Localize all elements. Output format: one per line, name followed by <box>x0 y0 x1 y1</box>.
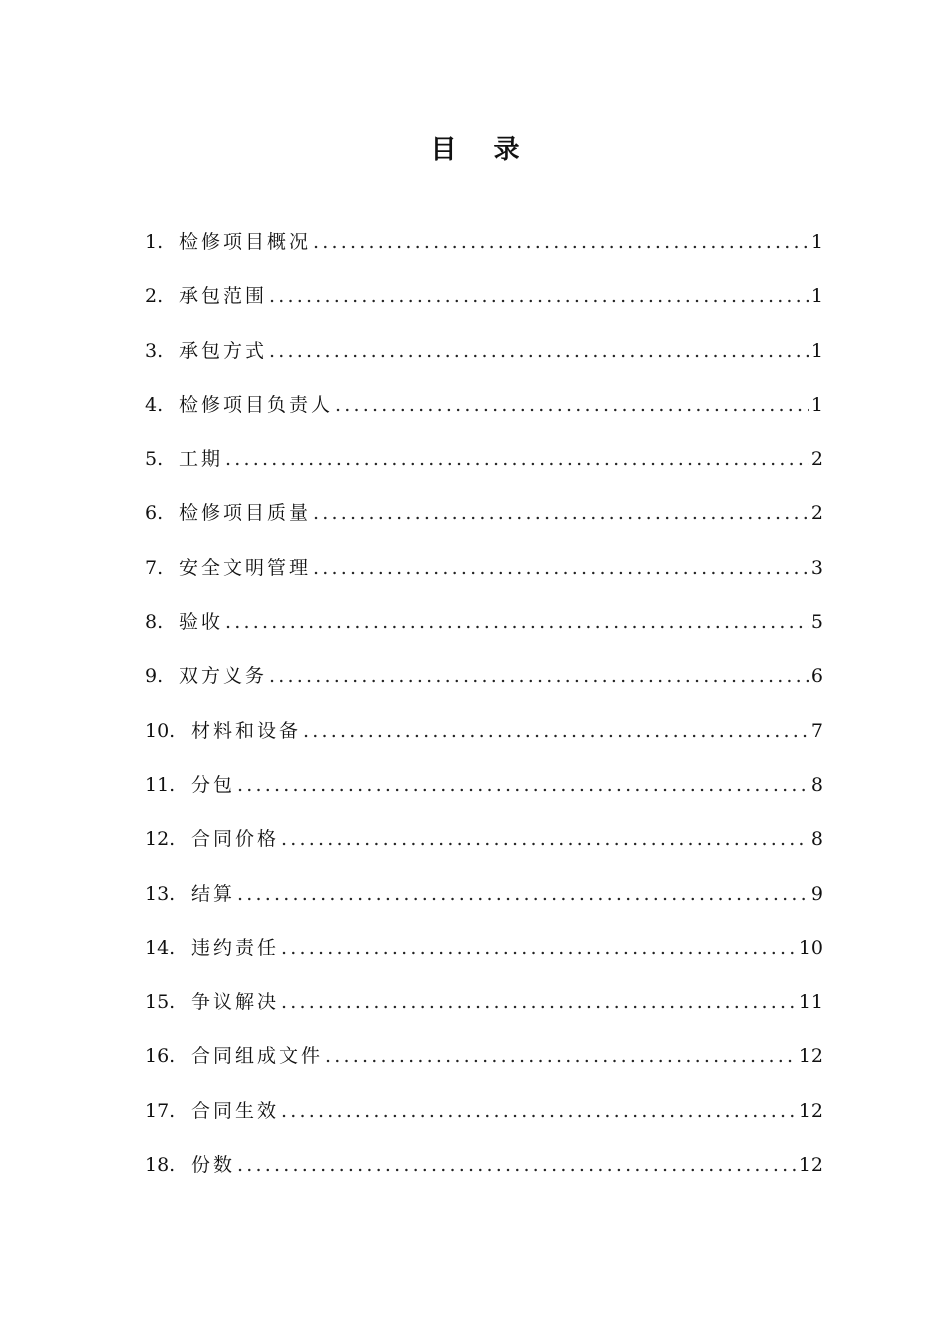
toc-entry-title: 工期 <box>179 448 224 471</box>
toc-dot-leader <box>313 493 809 533</box>
toc-entry-number: 7. <box>145 556 164 579</box>
toc-dot-leader <box>313 222 809 262</box>
toc-entry[interactable] <box>145 1091 823 1145</box>
toc-dot-leader <box>281 1091 797 1131</box>
toc-entry-title: 份数 <box>191 1154 236 1177</box>
toc-entry-page: 12 <box>798 1154 823 1177</box>
toc-entry-page: 1 <box>810 339 823 362</box>
toc-entry-number: 11. <box>145 773 176 796</box>
toc-entry-number: 2. <box>145 285 164 308</box>
toc-entry-title: 合同组成文件 <box>191 1045 324 1068</box>
toc-entry-number: 13. <box>145 882 176 905</box>
toc-dot-leader <box>281 819 809 859</box>
toc-entry-number: 4. <box>145 393 164 416</box>
toc-entry[interactable] <box>145 982 823 1036</box>
toc-entry-page: 8 <box>810 773 823 796</box>
toc-dot-leader <box>335 385 809 425</box>
toc-entry-title: 检修项目负责人 <box>179 393 334 416</box>
toc-entry[interactable] <box>145 711 823 765</box>
toc-entry-number: 3. <box>145 339 164 362</box>
toc-entry-title: 违约责任 <box>191 936 280 959</box>
toc-dot-leader <box>325 1036 797 1076</box>
toc-dot-leader <box>225 439 809 479</box>
toc-entry-number: 5. <box>145 448 164 471</box>
toc-entry-number: 17. <box>145 1099 176 1122</box>
toc-dot-leader <box>269 331 809 371</box>
toc-entry-page: 6 <box>810 665 823 688</box>
toc-entry-number: 12. <box>145 828 176 851</box>
toc-entry[interactable] <box>145 765 823 819</box>
toc-entry-number: 8. <box>145 611 164 634</box>
toc-entry-page: 3 <box>810 556 823 579</box>
toc-entry[interactable] <box>145 928 823 982</box>
toc-entry-title: 双方义务 <box>179 665 268 688</box>
toc-list <box>145 222 823 1199</box>
toc-entry[interactable] <box>145 602 823 656</box>
toc-dot-leader <box>237 765 809 805</box>
toc-dot-leader <box>313 548 809 588</box>
toc-entry-title: 合同生效 <box>191 1099 280 1122</box>
toc-dot-leader <box>269 656 809 696</box>
toc-entry-number: 14. <box>145 936 176 959</box>
toc-entry[interactable] <box>145 874 823 928</box>
toc-entry-number: 1. <box>145 231 164 253</box>
toc-dot-leader <box>281 928 797 968</box>
toc-entry-title: 验收 <box>179 611 224 634</box>
toc-entry-page: 10 <box>798 936 823 959</box>
toc-dot-leader <box>225 602 809 642</box>
toc-entry[interactable] <box>145 656 823 710</box>
toc-entry[interactable] <box>145 276 823 330</box>
toc-entry-title: 安全文明管理 <box>179 556 312 579</box>
toc-entry[interactable] <box>145 819 823 873</box>
toc-dot-leader <box>237 1145 797 1185</box>
toc-entry-page: 8 <box>810 828 823 851</box>
toc-entry-title: 合同价格 <box>191 828 280 851</box>
toc-dot-leader <box>281 982 797 1022</box>
toc-entry-number: 9. <box>145 665 164 688</box>
toc-entry[interactable] <box>145 493 823 547</box>
toc-entry-page: 2 <box>810 502 823 525</box>
toc-entry-page: 5 <box>810 611 823 634</box>
toc-entry-page: 11 <box>798 991 823 1014</box>
toc-dot-leader <box>237 874 809 914</box>
toc-entry-title: 分包 <box>191 773 236 796</box>
toc-entry-number: 15. <box>145 991 176 1014</box>
toc-entry-number: 10. <box>145 719 176 742</box>
toc-entry[interactable] <box>145 1036 823 1090</box>
toc-entry-page: 1 <box>810 285 823 308</box>
toc-entry-page: 12 <box>798 1045 823 1068</box>
toc-title: 目 录 <box>430 135 534 165</box>
toc-entry-page: 9 <box>810 882 823 905</box>
toc-entry-title: 检修项目质量 <box>179 502 312 525</box>
toc-dot-leader <box>303 711 809 751</box>
toc-entry-page: 7 <box>810 719 823 742</box>
toc-entry[interactable] <box>145 385 823 439</box>
toc-entry-page: 1 <box>810 393 823 416</box>
toc-entry-title: 检修项目概况 <box>179 231 312 253</box>
toc-entry-title: 承包范围 <box>179 285 268 308</box>
toc-entry[interactable] <box>145 1145 823 1199</box>
toc-entry[interactable] <box>145 548 823 602</box>
toc-entry-page: 1 <box>810 231 823 253</box>
toc-entry-number: 6. <box>145 502 164 525</box>
toc-entry[interactable] <box>145 439 823 493</box>
toc-entry-title: 争议解决 <box>191 991 280 1014</box>
toc-entry[interactable] <box>145 222 823 276</box>
toc-entry[interactable] <box>145 331 823 385</box>
toc-entry-title: 材料和设备 <box>191 719 302 742</box>
toc-entry-page: 12 <box>798 1099 823 1122</box>
toc-entry-number: 18. <box>145 1154 176 1177</box>
toc-entry-title: 结算 <box>191 882 236 905</box>
toc-entry-number: 16. <box>145 1045 176 1068</box>
toc-dot-leader <box>269 276 809 316</box>
toc-entry-page: 2 <box>810 448 823 471</box>
toc-entry-title: 承包方式 <box>179 339 268 362</box>
